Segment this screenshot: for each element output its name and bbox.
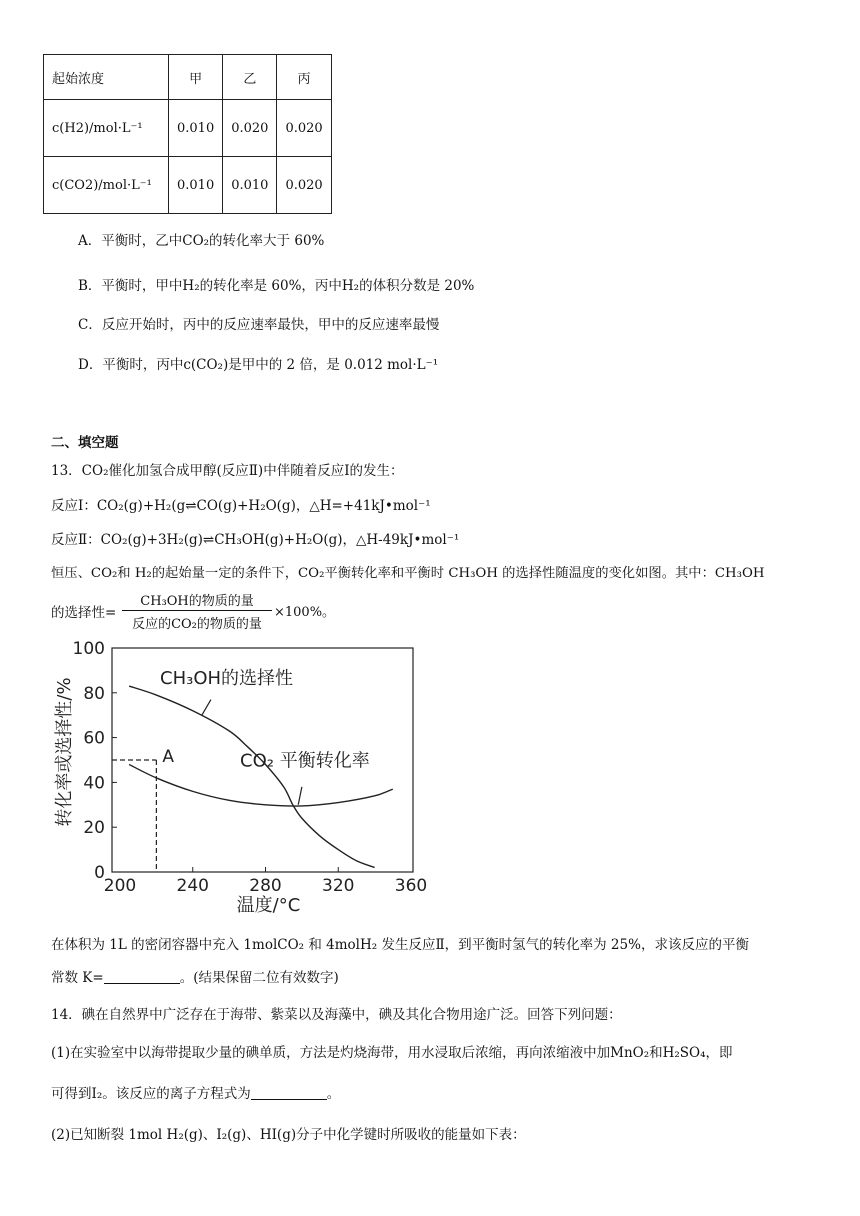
table-cell: 0.020 xyxy=(223,100,277,157)
q13-reaction-1: 反应Ⅰ：CO₂(g)+H₂(g⇌CO(g)+H₂O(g)，△H=+41kJ•mol⁻¹ xyxy=(51,498,431,514)
table-cell: 0.010 xyxy=(169,157,223,214)
option-b: B．平衡时，甲中H₂的转化率是 60%，丙中H₂的体积分数是 20% xyxy=(78,278,475,294)
y-tick-label: 20 xyxy=(83,818,105,839)
table-header-cell: 乙 xyxy=(223,55,277,100)
concentration-table xyxy=(43,54,332,214)
x-tick-label: 240 xyxy=(176,876,209,896)
option-a: A．平衡时，乙中CO₂的转化率大于 60% xyxy=(78,233,325,249)
table-row xyxy=(44,157,332,214)
fraction-denominator: 反应的CO₂的物质的量 xyxy=(132,617,262,632)
q13-selectivity-prefix: 的选择性= xyxy=(51,605,117,621)
table-header-row xyxy=(44,55,332,100)
fraction-suffix: ×100%。 xyxy=(274,605,336,620)
q13-reaction-2: 反应Ⅱ：CO₂(g)+3H₂(g)⇌CH₃OH(g)+H₂O(g)，△H-49kJ•mol⁻¹ xyxy=(51,532,460,548)
x-tick-label: 360 xyxy=(394,876,428,896)
table-row-label: c(CO2)/mol·L⁻¹ xyxy=(44,157,169,214)
k-note: 。(结果保留二位有效数字) xyxy=(179,970,339,986)
k-label: 常数 K= xyxy=(51,970,104,986)
x-tick-label: 320 xyxy=(322,876,355,896)
q14-part2: (2)已知断裂 1mol H₂(g)、I₂(g)、HI(g)分子中化学键时所吸收的能量如下表： xyxy=(51,1127,526,1143)
co2-series-label: CO₂ 平衡转化率 xyxy=(240,750,370,772)
sentence-end: 。 xyxy=(326,1086,341,1102)
q14-intro: 14．碘在自然界中广泛存在于海带、紫菜以及海藻中，碘及其化合物用途广泛。回答下列问题： xyxy=(51,1007,622,1023)
temperature-chart xyxy=(50,636,440,918)
q13-condition: 恒压、CO₂和 H₂的起始量一定的条件下，CO₂平衡转化率和平衡时 CH₃OH 的选择性随温度的变化如图。其中：CH₃OH xyxy=(51,566,765,581)
q14-part1-line-1: (1)在实验室中以海带提取少量的碘单质，方法是灼烧海带，用水浸取后浓缩，再向浓缩液中加MnO₂和H₂SO₄，即 xyxy=(51,1045,733,1061)
ionic-equation-label: 可得到I₂。该反应的离子方程式为 xyxy=(51,1086,251,1102)
y-tick-label: 80 xyxy=(83,683,105,704)
table-header-cell: 丙 xyxy=(277,55,331,100)
table-header-cell: 起始浓度 xyxy=(44,55,169,100)
x-tick-label: 280 xyxy=(249,876,282,896)
q13-question-line-1: 在体积为 1L 的密闭容器中充入 1molCO₂ 和 4molH₂ 发生反应Ⅱ，到平衡时氢气的转化率为 25%，求该反应的平衡 xyxy=(51,937,749,953)
table-row-label: c(H2)/mol·L⁻¹ xyxy=(44,100,169,157)
q13-question-line-2 xyxy=(51,966,339,986)
selectivity-series-label: CH₃OH的选择性 xyxy=(160,667,294,689)
y-tick-label: 0 xyxy=(94,863,105,883)
table-cell: 0.010 xyxy=(223,157,277,214)
point-a-label: A xyxy=(162,747,175,767)
section-title: 二、填空题 xyxy=(51,435,119,451)
selectivity-leader-line xyxy=(202,700,211,716)
answer-blank-k[interactable] xyxy=(104,971,180,984)
table-cell: 0.020 xyxy=(277,100,331,157)
selectivity-fraction xyxy=(122,590,272,632)
y-axis-label: 转化率或选择性/% xyxy=(54,677,75,827)
co2-leader-line xyxy=(298,787,302,805)
q14-part1-line-2 xyxy=(51,1082,340,1102)
x-axis-label: 温度/°C xyxy=(236,895,301,916)
table-cell: 0.020 xyxy=(277,157,331,214)
selectivity-curve xyxy=(129,686,375,867)
y-tick-label: 100 xyxy=(72,639,105,659)
option-c: C．反应开始时，丙中的反应速率最快，甲中的反应速率最慢 xyxy=(78,317,440,333)
x-tick-label: 200 xyxy=(103,876,137,896)
y-tick-label: 40 xyxy=(83,773,105,794)
table-cell: 0.010 xyxy=(169,100,223,157)
y-tick-label: 60 xyxy=(83,728,105,749)
answer-blank-equation[interactable] xyxy=(251,1087,327,1100)
option-d: D．平衡时，丙中c(CO₂)是甲中的 2 倍，是 0.012 mol·L⁻¹ xyxy=(78,357,439,373)
table-row xyxy=(44,100,332,157)
fraction-numerator: CH₃OH的物质的量 xyxy=(122,590,272,611)
table-header-cell: 甲 xyxy=(169,55,223,100)
q13-intro: 13．CO₂催化加氢合成甲醇(反应Ⅱ)中伴随着反应Ⅰ的发生： xyxy=(51,463,404,479)
